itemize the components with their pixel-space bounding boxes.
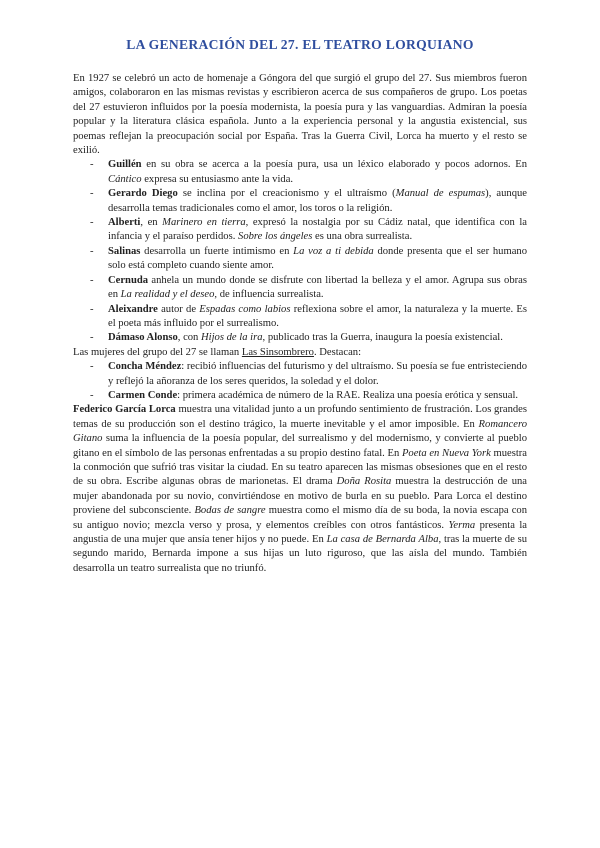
list-dash: -: [90, 245, 94, 257]
poet-text: [108, 188, 527, 213]
poet-text: [108, 390, 518, 401]
italic-title: La casa de Bernarda Alba: [326, 534, 439, 545]
italic-title: Marinero en tierra: [162, 217, 246, 229]
poet-item-carmen-conde: [73, 389, 527, 403]
poet-text: [108, 246, 527, 271]
text-run: : primera académica de número de la RAE. Realiza una poesía erótica y sensual.: [177, 389, 519, 401]
poet-text: [108, 217, 527, 242]
poet-text: [108, 159, 527, 184]
text-run: : recibió influencias del futurismo y del ultraísmo. Su poesía se fue entristeciendo y reflejó la añoranza de los seres queridos, la soledad y el dolor.: [108, 361, 527, 387]
italic-title: La voz a ti debida: [293, 245, 374, 257]
bold-text: Gerardo Diego: [108, 188, 178, 200]
text-run: en su obra se acerca a la poesía pura, usa un léxico elaborado y pocos adornos. En: [141, 159, 527, 171]
poet-text: [108, 361, 527, 386]
bold-text: Salinas: [108, 245, 141, 257]
bold-text: Carmen Conde: [108, 389, 178, 401]
intro-paragraph: [73, 72, 527, 158]
italic-title: Manual de espumas: [395, 188, 486, 200]
bold-text: Cernuda: [108, 274, 149, 286]
text-run: reflexiona sobre el amor, la naturaleza y la muerte. Es el poeta más influido por el surrealismo.: [108, 303, 527, 329]
bold-text: Dámaso Alonso: [108, 332, 178, 344]
bold-text: Guillén: [108, 159, 142, 171]
text-run: muestra la conmoción que sufrió tras visitar la ciudad. En su teatro aparecen las mismas obsesiones que en el resto de su obra. Escribe algunas obras de marionetas. El drama: [73, 447, 528, 488]
list-dash: -: [90, 274, 94, 286]
women-intro-paragraph: [73, 346, 527, 360]
italic-title: La realidad y el deseo: [120, 289, 215, 301]
italic-title: Espadas como labios: [199, 303, 291, 315]
text-run: es una obra surrealista.: [312, 231, 413, 243]
italic-title: Bodas de sangre: [194, 505, 266, 517]
text-run: suma la influencia de la poesía popular, del surrealismo y del modernismo, y convierte al pueblo gitano en el símbolo de las personas enfrentadas a su propio destino fatal. En: [73, 433, 527, 459]
poet-item-salinas: [73, 245, 527, 274]
text-run: , en: [140, 217, 163, 229]
list-dash: -: [90, 188, 94, 200]
poet-item-aleixandre: [73, 303, 527, 332]
text-run: En 1927 se celebró un acto de homenaje a Góngora del que surgió el grupo del 27. Sus miembros fueron amigos, colaboraron en las mismas revistas y escribieron acerca de sus compañeros de grupo. Los poetas del 27 estuvieron influidos por la poesía modernista, la poesía pura y las vanguardias. Admiran la poesía popular y la literatura clásica española. Junto a la experiencia personal y la angustia existencial, sus poemas reflejan la preocupación social por España. Tras la Guerra Civil, Lorca ha muerto y el resto se exilió.: [73, 73, 527, 157]
text-run: , de influencia surrealista.: [214, 289, 324, 301]
text-run: muestra una vitalidad junto a un profundo sentimiento de frustración. Los grandes temas de su producción son el destino trágico, la muerte inevitable y el amor imposible. En: [73, 404, 527, 430]
text-run: se inclina por el creacionismo y el ultraísmo (: [177, 188, 396, 200]
text-run: , publicado tras la Guerra, inaugura la poesía existencial.: [262, 332, 503, 344]
underlined-text: Las Sinsombrero: [241, 346, 314, 358]
list-dash: -: [90, 361, 94, 373]
bold-text: Concha Méndez: [108, 361, 182, 373]
text-run: expresa su entusiasmo ante la vida.: [141, 173, 294, 185]
document-body: [73, 72, 527, 576]
italic-title: Poeta en Nueva York: [401, 447, 491, 459]
text-run: desarrolla un fuerte intimismo en: [140, 245, 294, 257]
poet-item-guillen: [73, 158, 527, 187]
text-run: anhela un mundo donde se disfrute con libertad la belleza y el amor. Agrupa sus obras en: [108, 274, 527, 301]
poet-item-concha-mendez: [73, 360, 527, 389]
poets-list: [73, 158, 527, 345]
poet-item-gerardo-diego: [73, 187, 527, 216]
list-dash: -: [90, 217, 94, 229]
text-run: , con: [177, 332, 202, 344]
text-run: muestra como el mismo día de su boda, la novia escapa con su antiguo novio; mezcla verso y prosa, y elementos creíbles con otros fantásticos.: [73, 505, 527, 531]
page-title: LA GENERACIÓN DEL 27. EL TEATRO LORQUIANO: [126, 37, 474, 52]
italic-title: Hijos de la ira: [201, 332, 263, 344]
women-list: [73, 360, 527, 403]
text-run: muestra la destrucción de una mujer abandonada por su novio, convirtiéndose en motivo de burla en su pueblo. Para Lorca el destino proviene del subconsciente.: [73, 476, 527, 517]
italic-title: Yerma: [448, 519, 476, 531]
text-run: , expresó la nostalgia por su Cádiz natal, que identifica con la infancia y el paraíso perdidos.: [108, 217, 528, 243]
poet-item-damaso-alonso: [73, 331, 527, 345]
lorca-paragraph: [73, 403, 527, 576]
poet-item-alberti: [73, 216, 527, 245]
italic-title: Doña Rosita: [336, 476, 392, 488]
text-run: donde presenta que el ser humano solo está completo cuando siente amor.: [108, 245, 528, 272]
text-run: ), aunque desarrolla temas tradicionales como el amor, los toros o la religión.: [108, 188, 527, 214]
poet-text: [108, 332, 503, 343]
bold-text: Alberti: [108, 217, 141, 229]
text-run: , tras la muerte de su segundo marido, Bernarda impone a sus hijas un luto riguroso, que las aísla del mundo. También desarrolla un teatro surrealista que no triunfó.: [73, 534, 528, 574]
list-dash: -: [90, 389, 94, 401]
text-run: . Destacan:: [313, 346, 362, 358]
list-dash: -: [90, 332, 94, 344]
text-run: autor de: [157, 303, 200, 315]
bold-text: Aleixandre: [108, 303, 158, 315]
list-dash: -: [90, 303, 94, 315]
italic-title: Sobre los ángeles: [238, 231, 313, 243]
italic-title: Romancero Gitano: [73, 418, 527, 445]
text-run: Las mujeres del grupo del 27 se llaman: [73, 346, 242, 358]
poet-text: [108, 304, 527, 329]
poet-item-cernuda: [73, 274, 527, 303]
bold-text: Federico García Lorca: [73, 404, 176, 416]
italic-title: Cántico: [108, 173, 142, 185]
poet-text: [108, 275, 527, 300]
list-dash: -: [90, 159, 94, 171]
text-run: presenta la angustia de una mujer que ansía tener hijos y no puede. En: [73, 519, 527, 545]
